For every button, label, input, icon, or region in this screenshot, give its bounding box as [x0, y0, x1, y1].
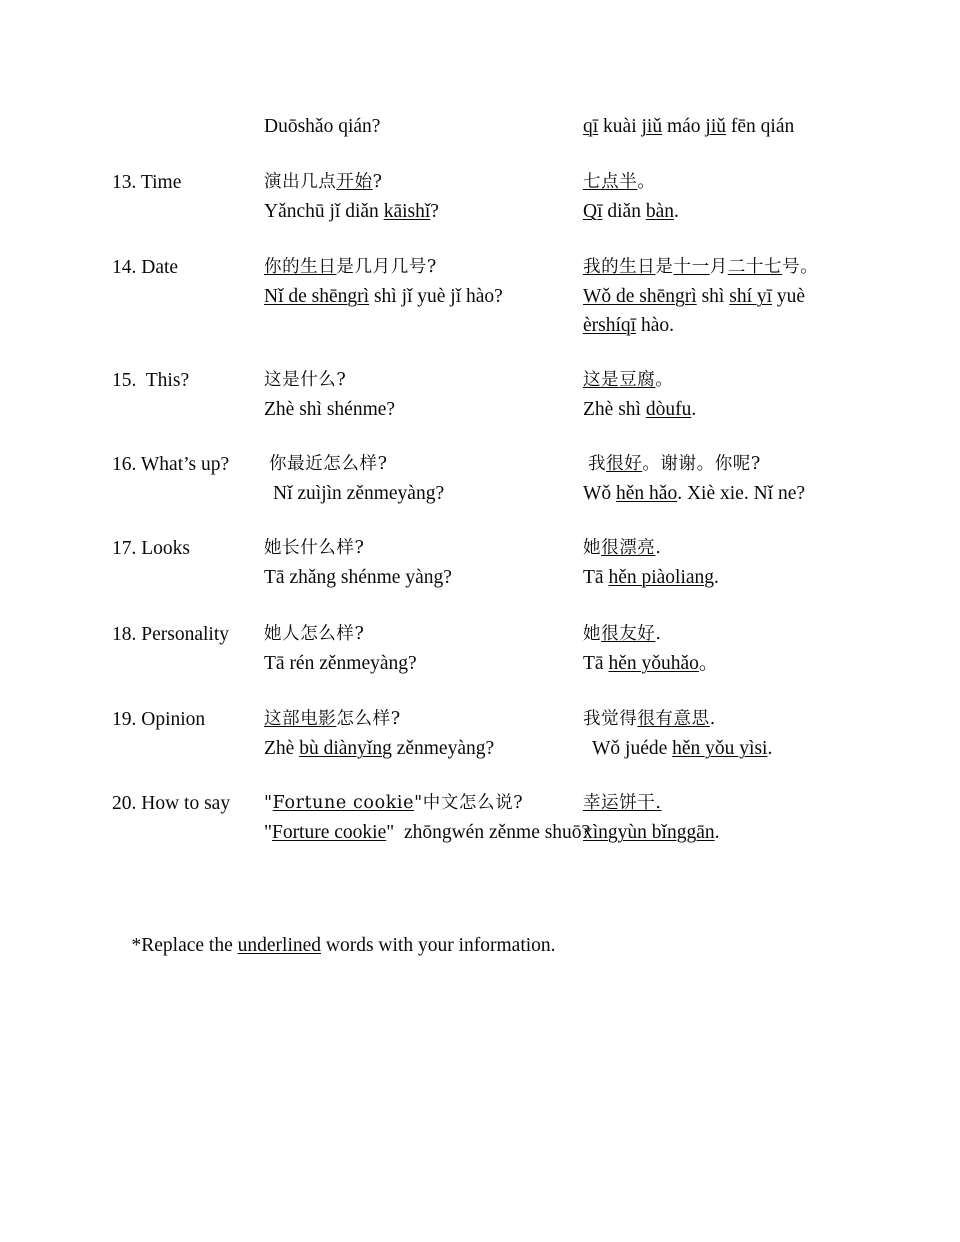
- header-answer-pinyin: [583, 112, 955, 141]
- text-span: 。谢谢。你呢?: [642, 454, 761, 474]
- text-span: 这是什么?: [264, 370, 347, 390]
- text-span: 我觉得: [583, 709, 638, 729]
- text-span: Yǎnchū jǐ diǎn: [264, 201, 384, 222]
- text-span: 她人怎么样?: [264, 624, 365, 644]
- text-span: Wǒ: [583, 483, 617, 504]
- text-span: 号。: [782, 257, 819, 277]
- row-answer: [583, 534, 955, 592]
- blank-word: Fortune cookie: [272, 793, 415, 813]
- text-span: " zhōngwén zěnme shuō?: [386, 822, 591, 843]
- row-question: [264, 705, 574, 763]
- row-answer: [583, 253, 955, 340]
- row-label: 18. Personality: [112, 624, 229, 645]
- text-span: ": [264, 822, 272, 843]
- blank-word: 很有意思: [637, 709, 710, 729]
- header-continuation-row: [0, 112, 960, 142]
- blank-word: Wǒ de shēngrì: [583, 286, 697, 307]
- text-span: Tā zhǎng shénme yàng?: [264, 567, 452, 588]
- text-span: Zhè: [264, 738, 300, 759]
- text-span: shì: [696, 286, 730, 307]
- text-span: máo: [662, 116, 706, 137]
- blank-word: Forture cookie: [271, 822, 387, 843]
- blank-word: 我的生日: [583, 257, 656, 277]
- text-span: zěnmeyàng?: [391, 738, 495, 759]
- blank-word: 幸运饼干.: [583, 793, 662, 813]
- row-label: 15. This?: [112, 370, 190, 391]
- blank-word: èrshíqī: [583, 315, 637, 336]
- row-answer: [583, 366, 955, 424]
- blank-word: hěn hǎo: [616, 483, 678, 504]
- blank-word: 十一: [673, 257, 710, 277]
- blank-word: hěn piàoliang: [608, 567, 715, 588]
- text-span: ?: [430, 201, 439, 222]
- text-span: 你最近怎么样?: [269, 454, 388, 474]
- text-span: ": [264, 793, 273, 813]
- text-span: .: [691, 399, 697, 420]
- text-span: 我: [588, 454, 607, 474]
- text-span: kuài: [598, 116, 642, 137]
- text-span: 。: [655, 370, 674, 390]
- blank-word: hěn yǒuhǎo: [608, 653, 699, 674]
- text-span: 是: [655, 257, 674, 277]
- row-question: [264, 534, 574, 592]
- blank-word: Nǐ de shēngrì: [264, 286, 370, 307]
- row-question: [264, 253, 574, 311]
- blank-word: 七点半: [583, 172, 638, 192]
- header-question-pinyin: Duōshǎo qián?: [264, 116, 381, 137]
- text-span: shì jǐ yuè jǐ hào?: [369, 286, 503, 307]
- row-question: [264, 620, 574, 678]
- text-span: 月: [709, 257, 728, 277]
- text-span: Zhè shì shénme?: [264, 399, 396, 420]
- text-span: .: [673, 201, 679, 222]
- text-span: fēn qián: [726, 116, 795, 137]
- row-question: [264, 789, 591, 847]
- blank-word: hěn yǒu yìsi: [672, 738, 768, 759]
- row-answer: [583, 789, 955, 847]
- row-question: [264, 450, 574, 508]
- text-span: .: [655, 624, 662, 644]
- row-question: [264, 168, 574, 226]
- blank-word: 豆腐: [619, 370, 656, 390]
- text-span: diǎn: [602, 201, 646, 222]
- text-span: .: [714, 822, 720, 843]
- text-span: "中文怎么说?: [414, 793, 524, 813]
- blank-word: 开始: [336, 172, 373, 192]
- blank-word: 你的生日: [264, 257, 337, 277]
- footnote-underlined-word: underlined: [237, 935, 322, 956]
- text-span: 她长什么样?: [264, 538, 365, 558]
- row-label: 20. How to say: [112, 793, 231, 814]
- row-label: 13. Time: [112, 172, 182, 193]
- blank-word: 很漂亮: [601, 538, 656, 558]
- text-span: .: [709, 709, 716, 729]
- blank-word: Qī: [583, 201, 603, 222]
- row-label: 19. Opinion: [112, 709, 206, 730]
- blank-word: shí yī: [729, 286, 773, 307]
- footnote-prefix: *Replace the: [131, 935, 238, 956]
- text-span: . Xiè xie. Nǐ ne?: [677, 483, 806, 504]
- text-span: Zhè shì: [583, 399, 646, 420]
- row-answer: [583, 705, 955, 763]
- footnote-suffix: words with your information.: [321, 935, 556, 956]
- row-answer: [583, 168, 955, 226]
- blank-word: bàn: [645, 201, 674, 222]
- blank-word: 很好: [606, 454, 643, 474]
- text-span: .: [714, 567, 719, 588]
- blank-word: 很友好: [601, 624, 656, 644]
- row-label: 16. What’s up?: [112, 454, 230, 475]
- text-span: ?: [372, 172, 383, 192]
- row-label: 17. Looks: [112, 538, 190, 559]
- text-span: 。: [698, 653, 719, 674]
- text-span: 是几月几号?: [336, 257, 437, 277]
- text-span: Nǐ zuìjìn zěnmeyàng?: [273, 483, 445, 504]
- row-question: [264, 366, 574, 424]
- blank-word: jiǔ: [705, 116, 727, 137]
- blank-word: jiǔ: [641, 116, 663, 137]
- blank-word: 二十七: [727, 257, 783, 277]
- blank-word: 这部电影: [264, 709, 337, 729]
- text-span: .: [767, 738, 773, 759]
- blank-word: 这是: [583, 370, 620, 390]
- blank-word: bù diànyǐng: [299, 738, 392, 759]
- blank-word: xìngyùn bǐnggān: [583, 822, 715, 843]
- text-span: Tā rén zěnmeyàng?: [264, 653, 417, 674]
- text-span: Wǒ juéde: [592, 738, 673, 759]
- text-span: yuè: [772, 286, 806, 307]
- blank-word: dòufu: [645, 399, 692, 420]
- text-span: 演出几点: [264, 172, 337, 192]
- text-span: Tā: [583, 653, 609, 674]
- text-span: 怎么样?: [336, 709, 401, 729]
- text-span: 她: [583, 624, 602, 644]
- text-span: .: [655, 538, 662, 558]
- text-span: hào.: [636, 315, 674, 336]
- blank-word: kāishǐ: [383, 201, 431, 222]
- text-span: Tā: [583, 567, 609, 588]
- row-label: 14. Date: [112, 257, 179, 278]
- text-span: 她: [583, 538, 602, 558]
- row-answer: [583, 450, 955, 508]
- blank-word: qī: [583, 116, 599, 137]
- text-span: 。: [637, 172, 656, 192]
- footnote: [112, 905, 556, 986]
- row-answer: [583, 620, 955, 678]
